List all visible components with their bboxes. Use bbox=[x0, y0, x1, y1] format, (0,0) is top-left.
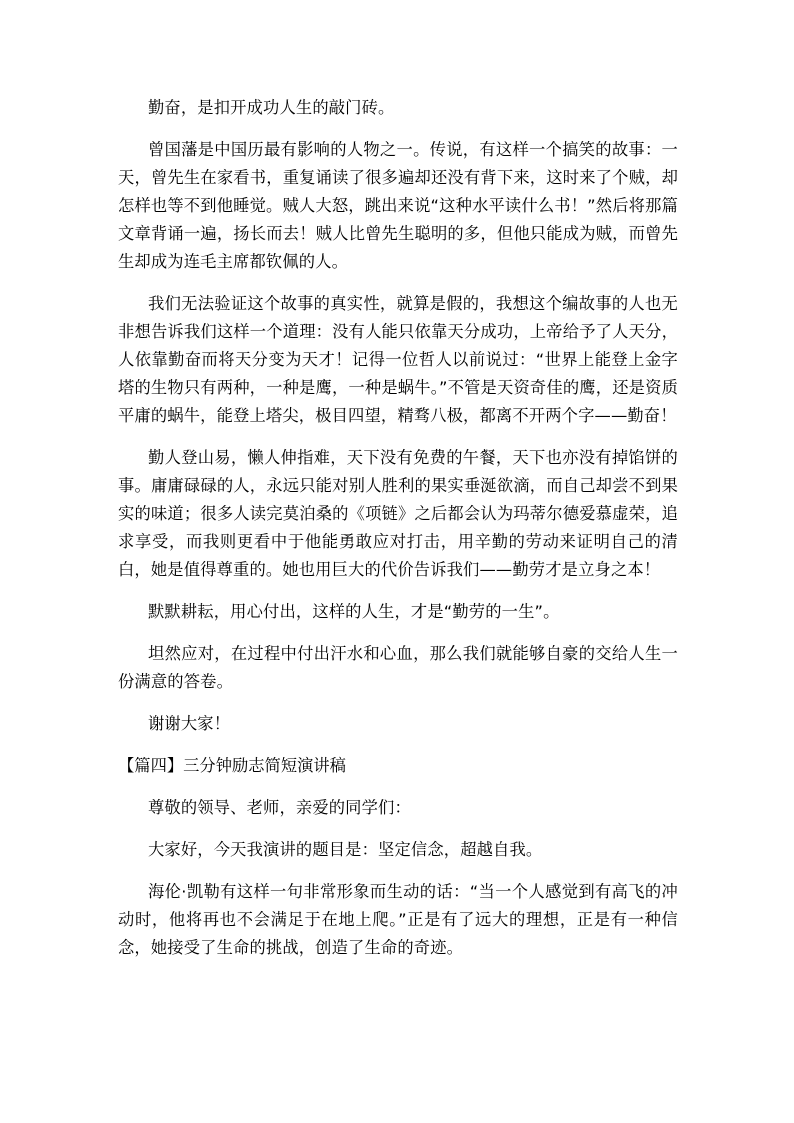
paragraph-zeng-guofan-story: 曾国藩是中国历最有影响的人物之一。传说，有这样一个搞笑的故事：一天，曾先生在家看书，重复诵读了很多遍却还没有背下来，这时来了个贼，却怎样也等不到他睡觉。贼人大怒，跳出来说“这种水平读什么书！”然后将那篇文章背诵一遍，扬长而去！贼人比曾先生聪明的多，但他只能成为贼，而曾先生却成为连毛主席都钦佩的人。 bbox=[118, 140, 678, 271]
paragraph-eagle-snail: 我们无法验证这个故事的真实性，就算是假的，我想这个编故事的人也无非想告诉我们这样一个道理：没有人能只依靠天分成功，上帝给予了人天分，人依靠勤奋而将天分变为天才！记得一位哲人以前说过：“世界上能登上金字塔的生物只有两种，一种是鹰，一种是蜗牛。”不管是天资奇佳的鹰，还是资质平庸的蜗牛，能登上塔尖，极目四望，精骛八极，都离不开两个字——勤奋！ bbox=[118, 294, 678, 425]
paragraph-necklace: 勤人登山易，懒人伸指难，天下没有免费的午餐，天下也亦没有掉馅饼的事。庸庸碌碌的人，永远只能对别人胜利的果实垂涎欲滴，而自己却尝不到果实的味道；很多人读完莫泊桑的《项链》之后都会认为玛蒂尔德爱慕虚荣，追求享受，而我则更看中于他能勇敢应对打击，用辛勤的劳动来证明自己的清白，她是值得尊重的。她也用巨大的代价告诉我们——勤劳才是立身之本！ bbox=[118, 448, 678, 579]
paragraph-answer-sheet: 坦然应对，在过程中付出汗水和心血，那么我们就能够自豪的交给人生一份满意的答卷。 bbox=[118, 644, 678, 691]
paragraph-greeting: 尊敬的领导、老师，亲爱的同学们： bbox=[148, 798, 411, 817]
paragraph-thanks: 谢谢大家！ bbox=[148, 714, 231, 733]
document-body bbox=[118, 94, 678, 976]
section-heading: 【篇四】三分钟励志简短演讲稿 bbox=[118, 756, 346, 775]
paragraph-diligence-intro: 勤奋，是扣开成功人生的敲门砖。 bbox=[148, 98, 395, 117]
paragraph-hardworking-life: 默默耕耘，用心付出，这样的人生，才是“勤劳的一生”。 bbox=[148, 602, 560, 621]
paragraph-topic: 大家好，今天我演讲的题目是：坚定信念，超越自我。 bbox=[148, 840, 543, 859]
paragraph-helen-keller: 海伦·凯勒有这样一句非常形象而生动的话：“当一个人感觉到有高飞的冲动时，他将再也不会满足于在地上爬。”正是有了远大的理想，正是有一种信念，她接受了生命的挑战，创造了生命的奇迹。 bbox=[118, 882, 678, 957]
